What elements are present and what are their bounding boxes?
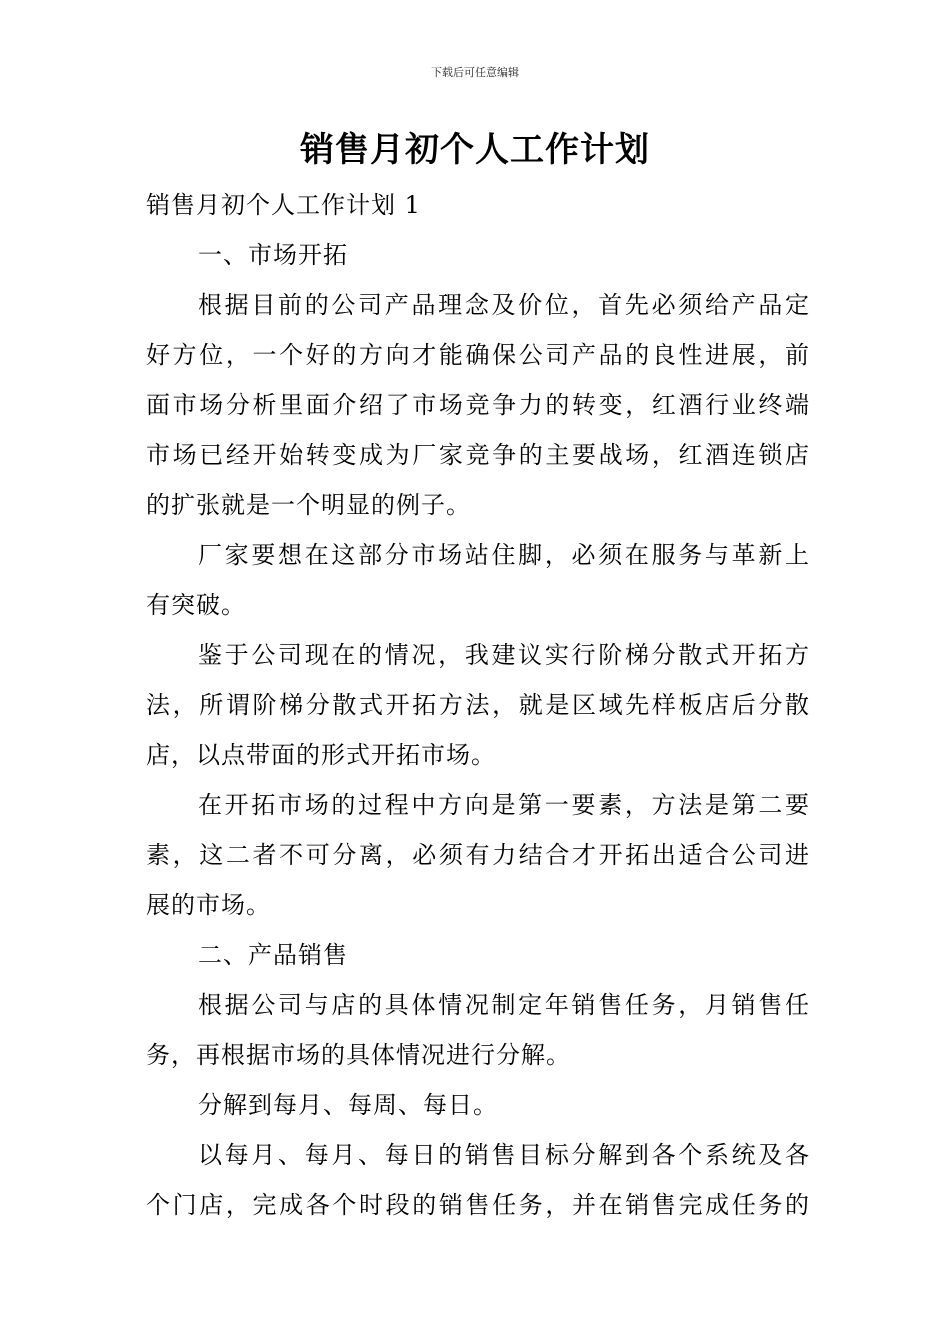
text-line: 以每月、每月、每日的销售目标分解到各个系统及各 xyxy=(198,1141,810,1169)
text-line: 展的市场。 xyxy=(146,891,271,919)
text-line: 面市场分析里面介绍了市场竞争力的转变，红酒行业终端 xyxy=(146,391,810,419)
text-line: 务，再根据市场的具体情况进行分解。 xyxy=(146,1041,571,1069)
text-line: 法，所谓阶梯分散式开拓方法，就是区域先样板店后分散 xyxy=(146,691,810,719)
text-line: 个门店，完成各个时段的销售任务，并在销售完成任务的 xyxy=(146,1191,810,1219)
text-line: 店，以点带面的形式开拓市场。 xyxy=(146,741,496,769)
document-body xyxy=(146,180,810,1230)
text-line: 根据目前的公司产品理念及价位，首先必须给产品定 xyxy=(198,291,810,319)
text-line: 的扩张就是一个明显的例子。 xyxy=(146,491,471,519)
text-line: 鉴于公司现在的情况，我建议实行阶梯分散式开拓方 xyxy=(198,641,810,669)
document-title: 销售月初个人工作计划 xyxy=(300,130,650,170)
text-line: 市场已经开始转变成为厂家竞争的主要战场，红酒连锁店 xyxy=(146,441,810,469)
text-line: 有突破。 xyxy=(146,591,246,619)
text-line: 厂家要想在这部分市场站住脚，必须在服务与革新上 xyxy=(198,541,810,569)
paragraph-lines xyxy=(146,230,810,1230)
text-line: 分解到每月、每周、每日。 xyxy=(198,1091,498,1119)
text-line: 在开拓市场的过程中方向是第一要素，方法是第二要 xyxy=(198,791,810,819)
text-line: 素，这二者不可分离，必须有力结合才开拓出适合公司进 xyxy=(146,841,810,869)
header-note: 下载后可任意编辑 xyxy=(431,66,519,79)
text-line: 好方位，一个好的方向才能确保公司产品的良性进展，前 xyxy=(146,341,810,369)
section-subtitle: 销售月初个人工作计划 1 xyxy=(146,191,421,219)
text-line: 根据公司与店的具体情况制定年销售任务，月销售任 xyxy=(198,991,810,1019)
text-line: 二、产品销售 xyxy=(198,941,348,969)
text-line: 一、市场开拓 xyxy=(198,241,348,269)
